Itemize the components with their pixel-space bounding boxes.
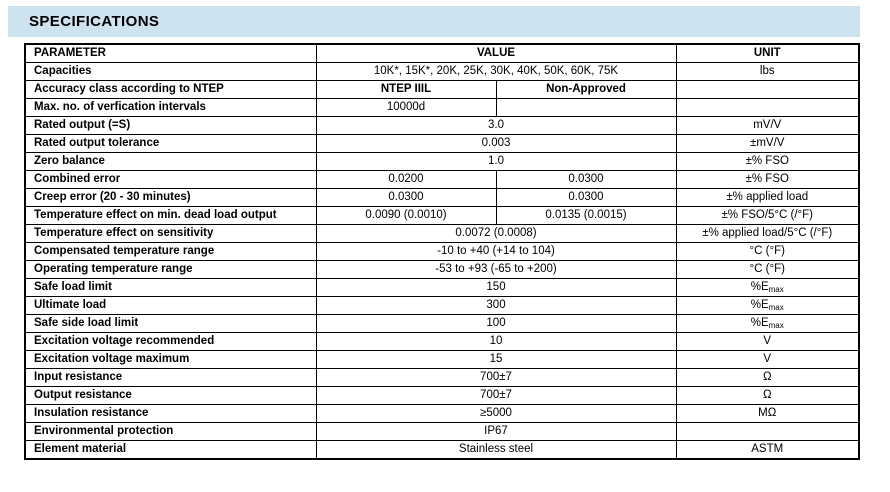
table-row	[25, 99, 859, 117]
param-cell: Creep error (20 - 30 minutes)	[25, 189, 316, 207]
unit-cell	[676, 441, 859, 460]
unit-cell	[676, 99, 859, 117]
param-cell: Max. no. of verfication intervals	[25, 99, 316, 117]
table-row	[25, 81, 859, 99]
table-row	[25, 153, 859, 171]
param-cell: Environmental protection	[25, 423, 316, 441]
value-cell: 10K*, 15K*, 20K, 25K, 30K, 40K, 50K, 60K, 75K	[316, 63, 676, 81]
unit-text: MΩ	[758, 407, 777, 419]
table-row	[25, 351, 859, 369]
unit-cell	[676, 81, 859, 99]
value-cell: 0.0072 (0.0008)	[316, 225, 676, 243]
unit-text: Ω	[762, 371, 772, 383]
unit-text: ±% FSO	[745, 173, 789, 185]
table-row	[25, 207, 859, 225]
param-cell: Compensated temperature range	[25, 243, 316, 261]
unit-cell	[676, 171, 859, 189]
value-cell: -53 to +93 (-65 to +200)	[316, 261, 676, 279]
value-cell: 300	[316, 297, 676, 315]
unit-text: Ω	[762, 389, 772, 401]
table-row	[25, 405, 859, 423]
param-cell: Accuracy class according to NTEP	[25, 81, 316, 99]
unit-text: V	[763, 353, 772, 365]
unit-cell	[676, 261, 859, 279]
unit-text: %E	[750, 299, 769, 311]
param-cell: Operating temperature range	[25, 261, 316, 279]
unit-text: ±mV/V	[750, 137, 785, 149]
unit-cell	[676, 315, 859, 333]
value-cell-right: Non-Approved	[496, 81, 676, 99]
unit-subscript: max	[768, 303, 784, 312]
unit-cell	[676, 189, 859, 207]
table-row	[25, 315, 859, 333]
value-cell: ≥5000	[316, 405, 676, 423]
table-row	[25, 441, 859, 460]
table-row	[25, 279, 859, 297]
unit-text: %E	[750, 317, 769, 329]
value-cell: -10 to +40 (+14 to 104)	[316, 243, 676, 261]
col-header-value: VALUE	[316, 44, 676, 63]
table-row	[25, 243, 859, 261]
unit-cell	[676, 135, 859, 153]
param-cell: Safe load limit	[25, 279, 316, 297]
unit-subscript: max	[768, 285, 784, 294]
unit-text: ASTM	[751, 443, 784, 455]
value-cell: 700±7	[316, 369, 676, 387]
value-cell: 150	[316, 279, 676, 297]
section-header-bar	[8, 6, 860, 37]
table-row	[25, 333, 859, 351]
param-cell: Excitation voltage maximum	[25, 351, 316, 369]
value-cell-left: 0.0090 (0.0010)	[316, 207, 496, 225]
unit-text: °C (°F)	[749, 245, 785, 257]
col-header-unit: UNIT	[676, 44, 859, 63]
table-row	[25, 225, 859, 243]
table-row	[25, 297, 859, 315]
param-cell: Excitation voltage recommended	[25, 333, 316, 351]
value-cell-right: 0.0300	[496, 189, 676, 207]
unit-text: %E	[750, 281, 769, 293]
table-row	[25, 261, 859, 279]
param-cell: Temperature effect on min. dead load output	[25, 207, 316, 225]
param-cell: Input resistance	[25, 369, 316, 387]
param-cell: Safe side load limit	[25, 315, 316, 333]
spec-table-body	[25, 63, 859, 460]
param-cell: Rated output tolerance	[25, 135, 316, 153]
value-cell-left: NTEP IIIL	[316, 81, 496, 99]
unit-cell	[676, 405, 859, 423]
col-header-parameter: PARAMETER	[25, 44, 316, 63]
param-cell: Element material	[25, 441, 316, 460]
table-row	[25, 189, 859, 207]
table-row	[25, 171, 859, 189]
table-row	[25, 63, 859, 81]
unit-cell	[676, 207, 859, 225]
table-row	[25, 117, 859, 135]
value-cell: Stainless steel	[316, 441, 676, 460]
unit-cell	[676, 153, 859, 171]
unit-text: lbs	[759, 65, 775, 77]
table-header-row	[25, 44, 859, 63]
unit-cell	[676, 63, 859, 81]
param-cell: Combined error	[25, 171, 316, 189]
value-cell: 0.003	[316, 135, 676, 153]
unit-cell	[676, 117, 859, 135]
value-cell: 700±7	[316, 387, 676, 405]
unit-cell	[676, 387, 859, 405]
value-cell: 100	[316, 315, 676, 333]
unit-cell	[676, 243, 859, 261]
unit-text: ±% FSO/5°C (/°F)	[721, 209, 814, 221]
value-cell-left: 10000d	[316, 99, 496, 117]
table-row	[25, 135, 859, 153]
param-cell: Output resistance	[25, 387, 316, 405]
unit-text: °C (°F)	[749, 263, 785, 275]
table-row	[25, 369, 859, 387]
unit-text: ±% FSO	[745, 155, 789, 167]
unit-cell	[676, 225, 859, 243]
section-title: SPECIFICATIONS	[29, 13, 160, 30]
table-row	[25, 423, 859, 441]
param-cell: Ultimate load	[25, 297, 316, 315]
param-cell: Insulation resistance	[25, 405, 316, 423]
param-cell: Temperature effect on sensitivity	[25, 225, 316, 243]
value-cell-left: 0.0300	[316, 189, 496, 207]
value-cell: 10	[316, 333, 676, 351]
value-cell: 1.0	[316, 153, 676, 171]
value-cell-right: 0.0300	[496, 171, 676, 189]
unit-text: mV/V	[753, 119, 782, 131]
value-cell: 15	[316, 351, 676, 369]
value-cell: 3.0	[316, 117, 676, 135]
unit-text: ±% applied load/5°C (/°F)	[702, 227, 833, 239]
param-cell: Rated output (=S)	[25, 117, 316, 135]
unit-text: V	[763, 335, 772, 347]
unit-subscript: max	[768, 321, 784, 330]
unit-cell	[676, 297, 859, 315]
table-row	[25, 387, 859, 405]
unit-cell	[676, 279, 859, 297]
specifications-table	[24, 43, 860, 460]
param-cell: Zero balance	[25, 153, 316, 171]
value-cell-right: 0.0135 (0.0015)	[496, 207, 676, 225]
unit-cell	[676, 351, 859, 369]
unit-text: ±% applied load	[726, 191, 809, 203]
unit-cell	[676, 423, 859, 441]
unit-cell	[676, 369, 859, 387]
value-cell-left: 0.0200	[316, 171, 496, 189]
param-cell: Capacities	[25, 63, 316, 81]
value-cell-right	[496, 99, 676, 117]
unit-cell	[676, 333, 859, 351]
value-cell: IP67	[316, 423, 676, 441]
